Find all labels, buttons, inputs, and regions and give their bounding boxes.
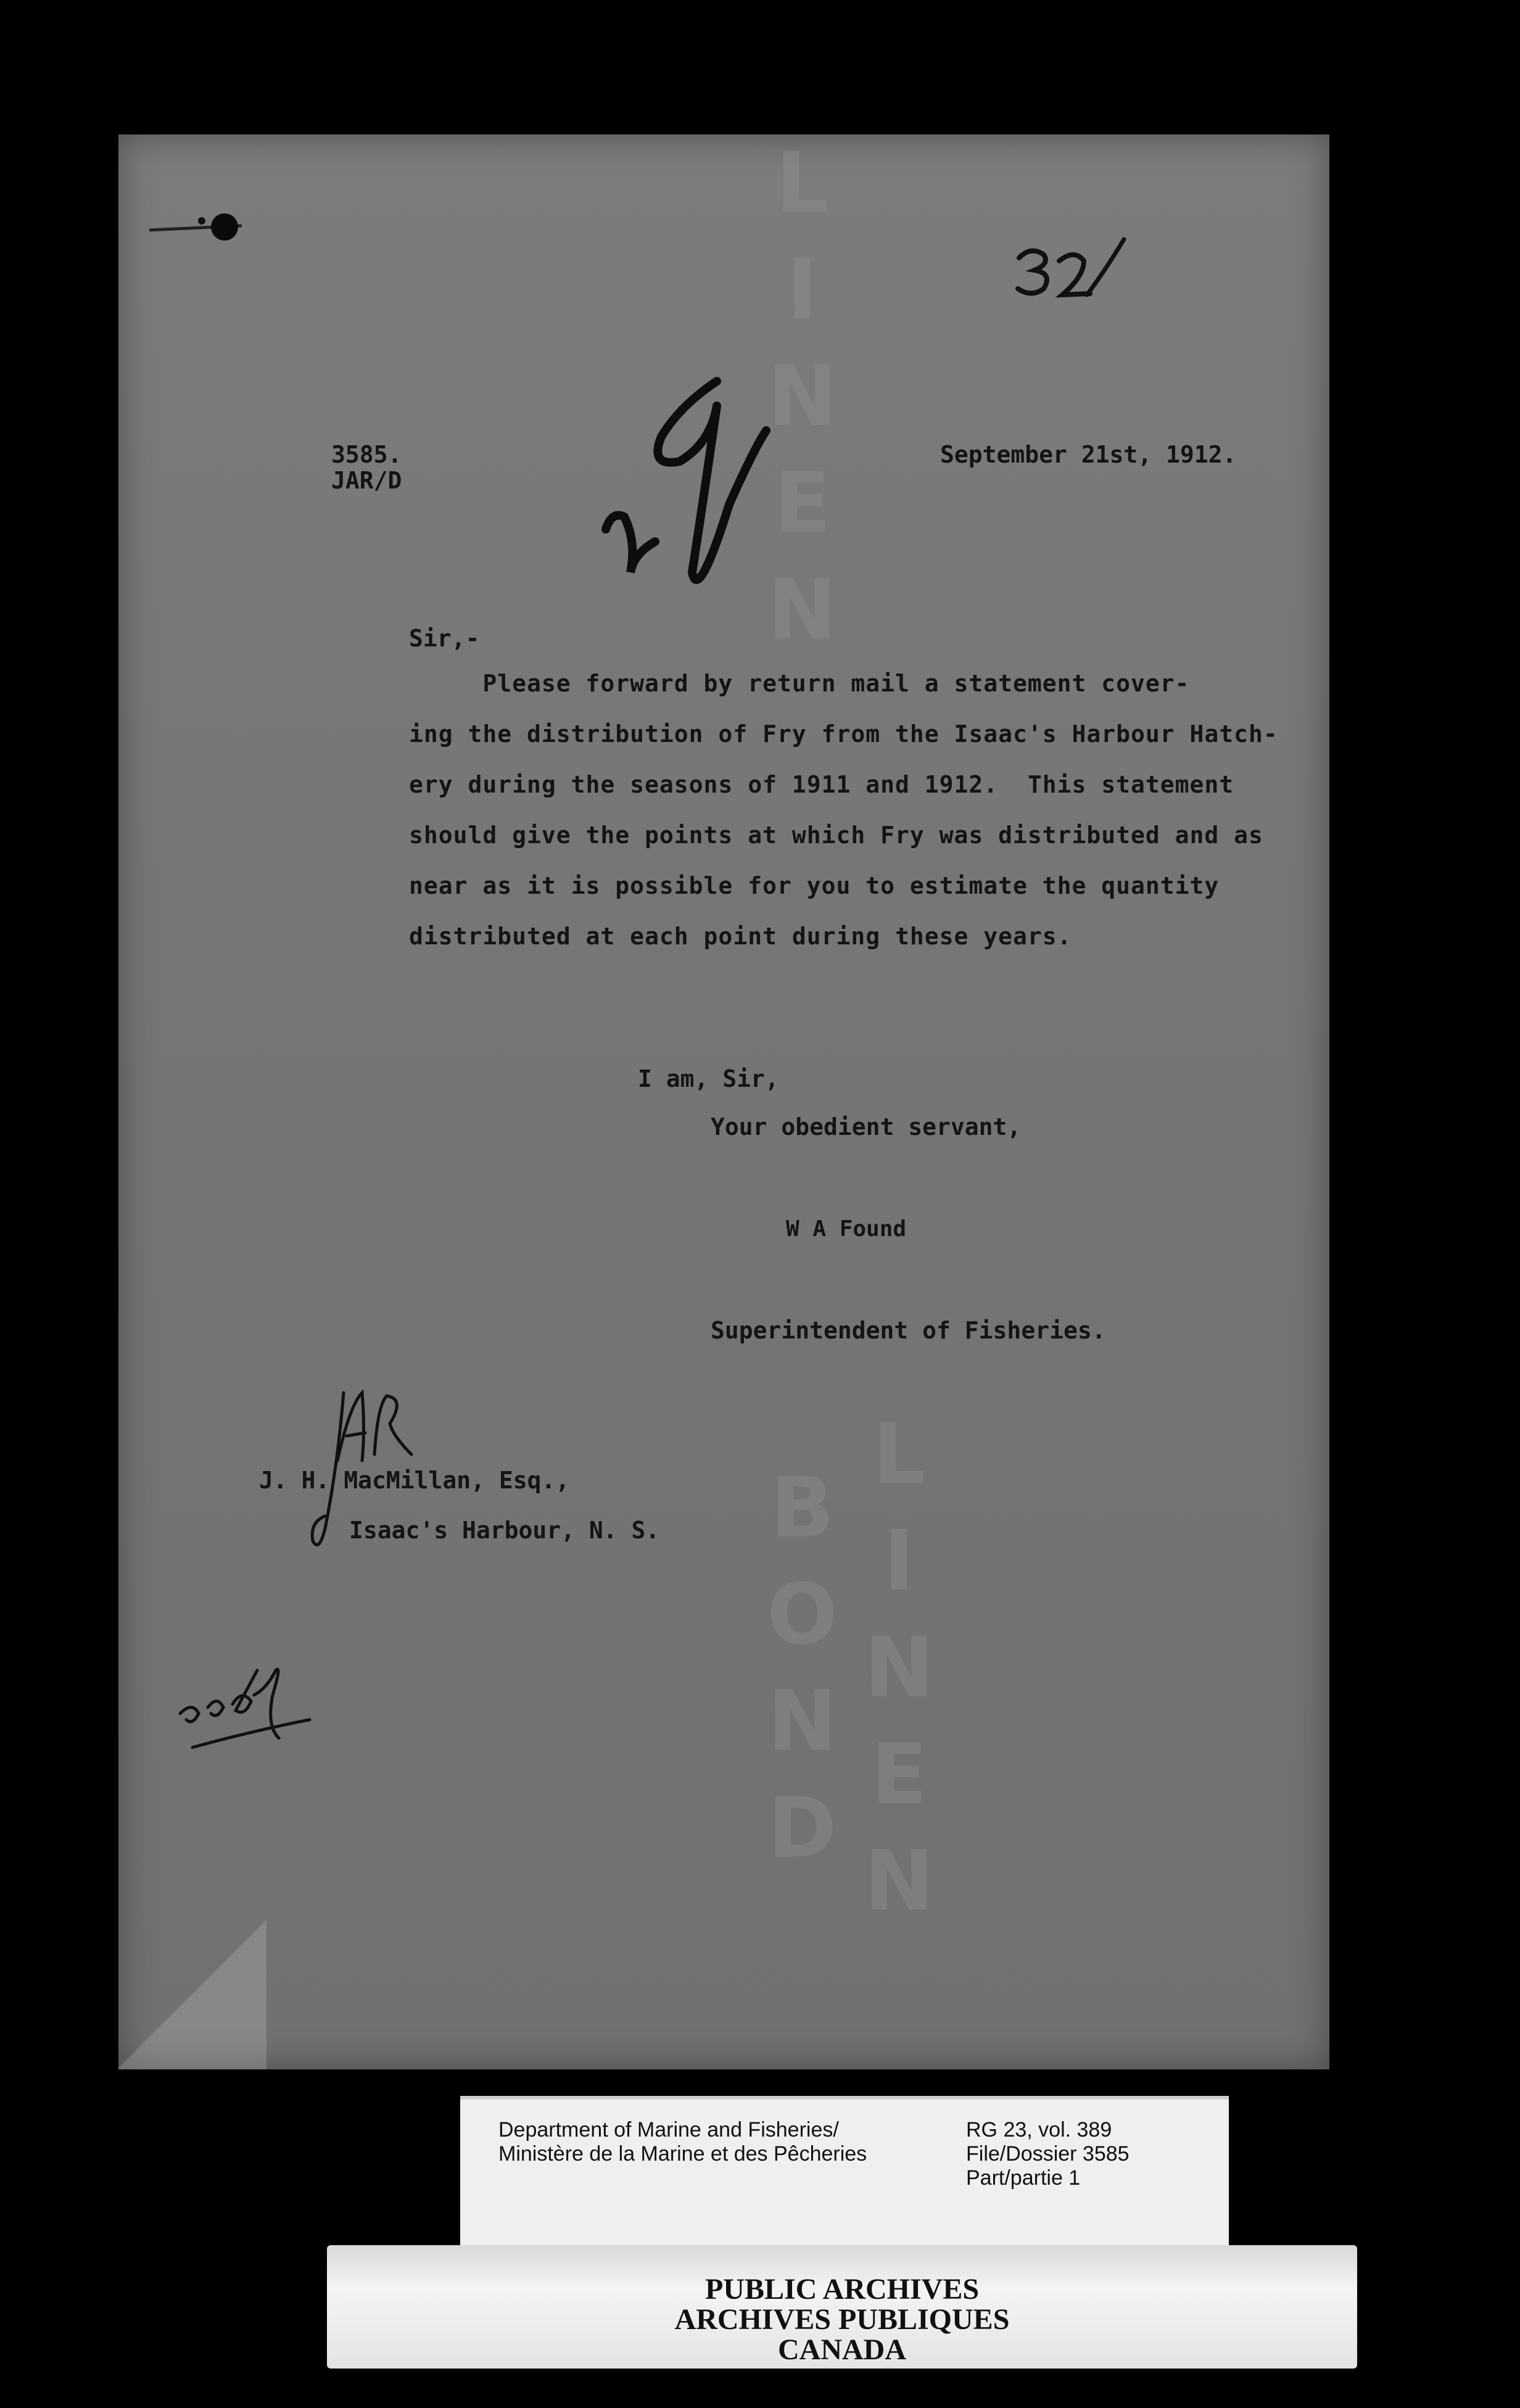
department-line: Ministère de la Marine et des Pêcheries <box>498 2142 867 2166</box>
reference-line: RG 23, vol. 389 <box>966 2118 1112 2142</box>
body-line: ery during the seasons of 1911 and 1912. This statement <box>409 771 1234 798</box>
archives-stamp <box>327 2245 1357 2369</box>
punch-mark <box>149 196 273 258</box>
stamp-line: CANADA <box>778 2333 906 2366</box>
signature: W A Found <box>786 1216 907 1242</box>
watermark-top: LINEN <box>754 134 851 668</box>
closing-line: Your obedient servant, <box>711 1113 1022 1140</box>
letter-date: September 21st, 1912. <box>940 441 1237 468</box>
reference-line: File/Dossier 3585 <box>966 2142 1130 2166</box>
addressee-name: J. H. MacMillan, Esq., <box>259 1467 570 1494</box>
archive-label <box>460 2096 1229 2249</box>
handwritten-mark <box>587 369 772 653</box>
typist-initials: JAR/D <box>331 467 402 494</box>
department-line: Department of Marine and Fisheries/ <box>498 2118 839 2142</box>
body-line: distributed at each point during these years. <box>409 923 1072 950</box>
stamp-text <box>327 2275 1357 2365</box>
body-line: should give the points at which Fry was distributed and as <box>409 822 1263 849</box>
stamp-line: ARCHIVES PUBLIQUES <box>674 2303 1010 2336</box>
body-line: ing the distribution of Fry from the Isaac's Harbour Hatch- <box>409 720 1278 748</box>
file-reference: 3585. <box>331 441 402 468</box>
addressee-place: Isaac's Harbour, N. S. <box>349 1517 660 1544</box>
watermark-bottom: LINEN BOND <box>754 1406 948 1939</box>
signer-title: Superintendent of Fisheries. <box>711 1317 1106 1344</box>
reference-line: Part/partie 1 <box>966 2166 1081 2190</box>
closing-line: I am, Sir, <box>638 1065 779 1092</box>
department-block <box>498 2118 867 2166</box>
letter-page <box>118 134 1329 2069</box>
body-line: near as it is possible for you to estimate the quantity <box>409 872 1220 899</box>
stamp-line: PUBLIC ARCHIVES <box>704 2273 980 2306</box>
corner-fold <box>118 1915 266 2069</box>
handwritten-page-number <box>1007 233 1130 307</box>
handwritten-scribble <box>174 1627 334 1750</box>
body-line: Please forward by return mail a statement cover- <box>409 670 1190 697</box>
salutation: Sir,- <box>409 625 480 652</box>
reference-block <box>966 2118 1130 2190</box>
